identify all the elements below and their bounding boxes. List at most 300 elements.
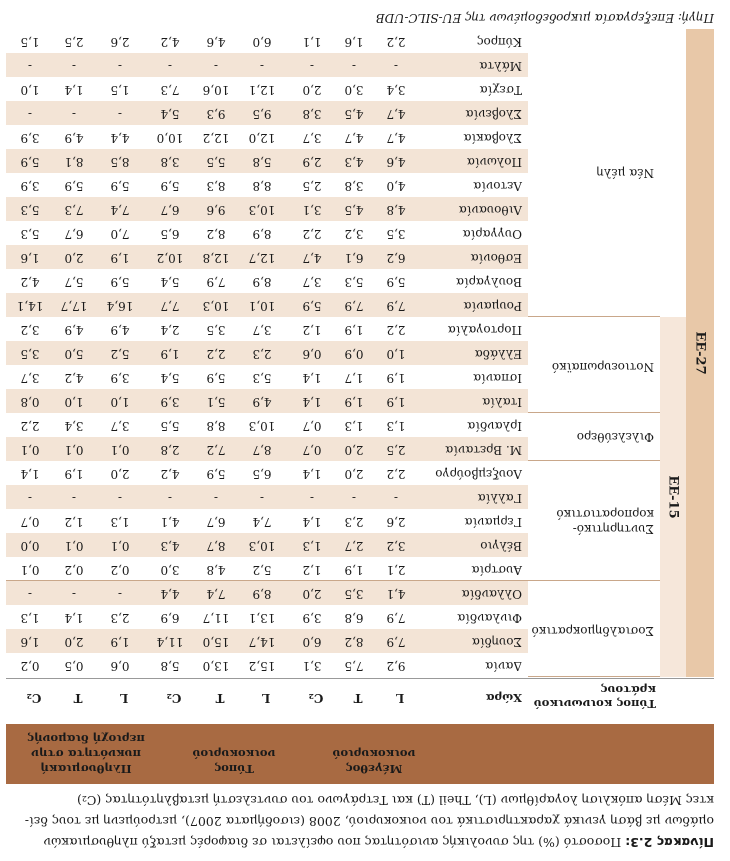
value-cell: 5,3 [20, 227, 40, 241]
value-cell: 14,7 [248, 635, 276, 649]
value-cell: 1,4 [302, 467, 322, 481]
value-cell: 1,0 [20, 83, 40, 97]
table-row [6, 605, 528, 629]
value-cell: 6,0 [302, 635, 322, 649]
country-cell: Δανία [485, 659, 522, 673]
column-header: C₂ [308, 691, 324, 705]
country-cell: Ολλανδία [461, 587, 522, 601]
value-cell: 7,3 [64, 203, 84, 217]
value-cell: 4,9 [252, 395, 272, 409]
table-row [6, 245, 528, 269]
column-header: L [119, 691, 129, 705]
value-cell: 7,9 [344, 299, 364, 313]
country-cell: Ελλάδα [474, 347, 522, 361]
value-cell: - [309, 491, 315, 505]
value-cell: 0,1 [110, 539, 130, 553]
value-cell: 10,1 [248, 299, 276, 313]
country-cell: Ιταλία [482, 395, 522, 409]
value-cell: 5,5 [206, 155, 226, 169]
value-cell: 0,7 [302, 419, 322, 433]
value-cell: 3,2 [344, 227, 364, 241]
value-cell: 17,7 [60, 299, 88, 313]
value-cell: - [213, 59, 219, 73]
value-cell: - [213, 491, 219, 505]
country-cell: Φινλανδία [457, 611, 522, 625]
value-cell: - [27, 587, 33, 601]
value-cell: 1,9 [344, 395, 364, 409]
table-row [6, 485, 528, 509]
value-cell: 1,0 [64, 395, 84, 409]
value-cell: 1,3 [302, 539, 322, 553]
value-cell: 5,3 [344, 275, 364, 289]
group-southern [528, 316, 660, 413]
value-cell: 2,0 [344, 467, 364, 481]
table-row [6, 149, 528, 173]
column-header-row [6, 678, 714, 715]
value-cell: 4,8 [386, 203, 406, 217]
value-cell: 3,0 [344, 83, 364, 97]
value-cell: 3,5 [206, 323, 226, 337]
value-cell: 15,0 [202, 635, 230, 649]
value-cell: 4,6 [386, 155, 406, 169]
household-size-heading: Μέγεθος νοικοκυριού [332, 747, 416, 776]
value-cell: 3,2 [386, 539, 406, 553]
value-cell: 10,2 [156, 251, 184, 265]
value-cell: 8,8 [252, 179, 272, 193]
value-cell: 4,8 [206, 563, 226, 577]
table-label: Πίνακας 2.3: [625, 835, 714, 850]
column-header: C₂ [166, 691, 182, 705]
value-cell: 0,5 [64, 659, 84, 673]
table-row [6, 53, 528, 77]
value-cell: 9,6 [206, 203, 226, 217]
country-cell: Βέλγιο [480, 539, 522, 553]
value-cell: 5,1 [206, 395, 226, 409]
value-cell: 5,9 [160, 179, 180, 193]
value-cell: 1,4 [302, 371, 322, 385]
value-cell: 4,4 [110, 131, 130, 145]
column-header: C₂ [26, 691, 42, 705]
value-cell: 7,0 [110, 227, 130, 241]
value-cell: 12,7 [248, 251, 276, 265]
population-density-heading: Πληθυσμιακή πυκνότητα στην περιοχή διαμονής [27, 732, 145, 776]
country-cell: Ρουμανία [463, 299, 522, 313]
header-band [6, 724, 714, 784]
value-cell: 7,3 [160, 83, 180, 97]
value-cell: 10,3 [248, 539, 276, 553]
value-cell: 2,1 [386, 563, 406, 577]
value-cell: 5,9 [110, 275, 130, 289]
value-cell: 3,4 [386, 83, 406, 97]
value-cell: 6,1 [344, 251, 364, 265]
country-cell: Εσθονία [470, 251, 522, 265]
column-header: L [395, 691, 405, 705]
value-cell: 15,2 [248, 659, 276, 673]
value-cell: 6,7 [160, 203, 180, 217]
value-cell: 2,0 [302, 83, 322, 97]
table-row [6, 509, 528, 533]
country-cell: Γερμανία [464, 515, 522, 529]
value-cell: 6,7 [206, 515, 226, 529]
value-cell: 7,9 [386, 299, 406, 313]
country-cell: Γαλλία [477, 491, 522, 505]
group-ee27 [686, 29, 714, 677]
table-row [6, 221, 528, 245]
value-cell: 8,9 [252, 275, 272, 289]
value-cell: 3,9 [160, 395, 180, 409]
group-social-democratic-label: Σοσιαλδημοκρατικό [531, 624, 654, 638]
value-cell: 2,5 [302, 179, 322, 193]
value-cell: 3,2 [20, 323, 40, 337]
country-cell: Μάλτα [479, 59, 522, 73]
value-cell: 2,2 [302, 227, 322, 241]
value-cell: 7,4 [206, 587, 226, 601]
country-cell: Λουξεμβούργο [435, 467, 522, 481]
value-cell: 12,8 [202, 251, 230, 265]
source-note: Πηγή: Επεξεργασία μικροδεδομένων της EU-SILC-UDB [375, 11, 714, 25]
value-cell: 1,0 [110, 395, 130, 409]
value-cell: 7,9 [206, 275, 226, 289]
value-cell: 2,4 [160, 323, 180, 337]
value-cell: 12,0 [248, 131, 276, 145]
value-cell: 1,9 [344, 323, 364, 337]
value-cell: 3,5 [386, 227, 406, 241]
value-cell: 1,6 [344, 35, 364, 49]
table-row [6, 365, 528, 389]
value-cell: 5,4 [160, 107, 180, 121]
value-cell: 0,7 [20, 515, 40, 529]
value-cell: 10,3 [202, 299, 230, 313]
value-cell: 0,0 [20, 539, 40, 553]
value-cell: 5,2 [252, 563, 272, 577]
caption-line-1: Πίνακας 2.3: Ποσοστό (%) της συνολικής ανισότητας που οφείλεται σε διαφορές μεταξύ πληθυσμιακών [43, 835, 714, 850]
value-cell: 1,4 [64, 611, 84, 625]
value-cell: 0,2 [64, 563, 84, 577]
value-cell: 3,0 [160, 563, 180, 577]
value-cell: 0,1 [20, 443, 40, 457]
value-cell: 2,2 [20, 419, 40, 433]
value-cell: 6,0 [252, 35, 272, 49]
value-cell: 6,2 [386, 251, 406, 265]
value-cell: 0,6 [110, 659, 130, 673]
value-cell: 3,7 [302, 131, 322, 145]
value-cell: 5,2 [110, 347, 130, 361]
table-row [6, 197, 528, 221]
column-header: T [73, 691, 83, 705]
value-cell: 5,9 [302, 299, 322, 313]
group-corporatist [528, 460, 660, 581]
value-cell: 0,2 [110, 563, 130, 577]
value-cell: 4,2 [160, 35, 180, 49]
value-cell: 3,1 [302, 659, 322, 673]
value-cell: 2,2 [206, 347, 226, 361]
value-cell: 3,7 [252, 323, 272, 337]
value-cell: 13,0 [202, 659, 230, 673]
caption-line-2: ομάδων με βάση γενικά χαρακτηριστικά του νοικοκυριού, 2008 (εισοδήματα 2007), μετρούμενη με τους δεί- [24, 814, 714, 829]
country-cell: Μ. Βρετανία [445, 443, 522, 457]
value-cell: 8,2 [206, 227, 226, 241]
value-cell: 1,9 [110, 635, 130, 649]
value-cell: 10,0 [156, 131, 184, 145]
value-cell: 4,9 [64, 323, 84, 337]
value-cell: 5,8 [252, 155, 272, 169]
value-cell: 4,3 [160, 539, 180, 553]
value-cell: 2,2 [386, 323, 406, 337]
household-type-heading: Τύπος νοικοκυριού [192, 747, 276, 776]
value-cell: 1,1 [302, 35, 322, 49]
value-cell: 1,5 [20, 35, 40, 49]
value-cell: 0,1 [64, 443, 84, 457]
value-cell: 8,7 [206, 539, 226, 553]
value-cell: 12,2 [202, 131, 230, 145]
value-cell: 3,9 [302, 611, 322, 625]
value-cell: 2,6 [386, 515, 406, 529]
value-cell: 7,2 [206, 443, 226, 457]
value-cell: 4,7 [344, 131, 364, 145]
value-cell: - [71, 491, 77, 505]
value-cell: 4,7 [386, 131, 406, 145]
value-cell: 13,1 [248, 611, 276, 625]
value-cell: - [351, 491, 357, 505]
value-cell: 4,5 [344, 203, 364, 217]
value-cell: 4,4 [160, 587, 180, 601]
value-cell: 16,4 [106, 299, 134, 313]
value-cell: - [117, 59, 123, 73]
country-cell: Πολωνία [466, 155, 522, 169]
value-cell: 8,3 [206, 179, 226, 193]
value-cell: 7,9 [386, 635, 406, 649]
value-cell: 6,8 [344, 611, 364, 625]
value-cell: - [167, 59, 173, 73]
value-cell: 0,7 [302, 443, 322, 457]
table-row [6, 317, 528, 341]
value-cell: 11,7 [202, 611, 230, 625]
value-cell: - [27, 59, 33, 73]
value-cell: 2,0 [110, 467, 130, 481]
value-cell: 9,3 [206, 107, 226, 121]
value-cell: 1,5 [110, 83, 130, 97]
value-cell: 4,7 [386, 107, 406, 121]
value-cell: 6,7 [64, 227, 84, 241]
column-header: T [353, 691, 363, 705]
value-cell: - [117, 107, 123, 121]
value-cell: 2,2 [386, 467, 406, 481]
value-cell: 10,6 [202, 83, 230, 97]
table-row [6, 629, 528, 653]
value-cell: 3,5 [344, 587, 364, 601]
value-cell: 5,9 [386, 275, 406, 289]
value-cell: 5,9 [110, 179, 130, 193]
value-cell: 2,3 [252, 347, 272, 361]
table-row [6, 77, 528, 101]
value-cell: 8,1 [64, 155, 84, 169]
value-cell: 8,8 [206, 419, 226, 433]
value-cell: - [393, 59, 399, 73]
group-new-members [528, 28, 660, 317]
value-cell: 12,1 [248, 83, 276, 97]
value-cell: 3,9 [20, 131, 40, 145]
value-cell: 6,9 [160, 611, 180, 625]
value-cell: 2,0 [64, 251, 84, 265]
value-cell: 0,8 [20, 395, 40, 409]
table-row [6, 413, 528, 437]
table-row [6, 341, 528, 365]
country-cell: Λιθουανία [458, 203, 522, 217]
value-cell: 2,5 [64, 35, 84, 49]
country-cell: Ιρλανδία [467, 419, 522, 433]
value-cell: 1,9 [64, 467, 84, 481]
value-cell: 0,9 [344, 347, 364, 361]
value-cell: - [309, 59, 315, 73]
group-social-democratic [528, 580, 660, 677]
value-cell: 7,7 [160, 299, 180, 313]
value-cell: 6,5 [160, 227, 180, 241]
value-cell: 2,7 [344, 539, 364, 553]
value-cell: 9,2 [386, 659, 406, 673]
value-cell: - [71, 59, 77, 73]
country-cell: Λετονία [473, 179, 522, 193]
value-cell: - [259, 59, 265, 73]
value-cell: - [351, 59, 357, 73]
table-row [6, 173, 528, 197]
group-ee15-label: ΕΕ-15 [665, 475, 681, 519]
table-row [6, 293, 528, 317]
value-cell: 5,8 [160, 659, 180, 673]
value-cell: 2,0 [344, 443, 364, 457]
value-cell: 4,6 [206, 35, 226, 49]
country-cell: Αυστρία [471, 563, 522, 577]
value-cell: 3,7 [110, 419, 130, 433]
value-cell: 7,4 [252, 515, 272, 529]
value-cell: - [393, 491, 399, 505]
value-cell: 6,5 [252, 467, 272, 481]
table-row [6, 653, 528, 677]
table-row [6, 125, 528, 149]
table-row [6, 389, 528, 413]
value-cell: 5,4 [160, 275, 180, 289]
value-cell: 1,3 [344, 419, 364, 433]
value-cell: 1,2 [302, 563, 322, 577]
country-header: Χώρα [485, 691, 522, 705]
country-cell: Σλοβενία [465, 107, 522, 121]
data-rows [6, 29, 528, 677]
group-corporatist-label: Συντηρητικό-κορπορατιστικό [556, 507, 654, 536]
value-cell: 14,1 [16, 299, 44, 313]
value-cell: 3,9 [20, 179, 40, 193]
value-cell: 3,4 [64, 419, 84, 433]
value-cell: 2,2 [386, 35, 406, 49]
value-cell: 1,4 [20, 467, 40, 481]
value-cell: 4,2 [20, 275, 40, 289]
value-cell: 1,9 [160, 347, 180, 361]
value-cell: 7,5 [344, 659, 364, 673]
group-new-members-label: Νέα μέλη [596, 166, 654, 180]
value-cell: 1,9 [386, 371, 406, 385]
value-cell: 3,7 [20, 371, 40, 385]
value-cell: - [167, 491, 173, 505]
value-cell: 8,5 [110, 155, 130, 169]
value-cell: 2,0 [64, 635, 84, 649]
value-cell: 5,5 [160, 419, 180, 433]
value-cell: 4,7 [302, 251, 322, 265]
value-cell: 3,8 [160, 155, 180, 169]
value-cell: 2,5 [386, 443, 406, 457]
value-cell: 7,9 [386, 611, 406, 625]
value-cell: - [117, 491, 123, 505]
value-cell: 5,7 [64, 275, 84, 289]
value-cell: 8,7 [252, 443, 272, 457]
value-cell: - [27, 107, 33, 121]
value-cell: 2,6 [110, 35, 130, 49]
value-cell: 4,2 [64, 371, 84, 385]
value-cell: 4,0 [386, 179, 406, 193]
value-cell: 5,9 [206, 467, 226, 481]
value-cell: 2,9 [302, 155, 322, 169]
value-cell: 4,1 [386, 587, 406, 601]
value-cell: 1,7 [344, 371, 364, 385]
table-row [6, 581, 528, 605]
value-cell: 3,1 [302, 203, 322, 217]
value-cell: 1,6 [20, 635, 40, 649]
country-cell: Πορτογαλία [447, 323, 522, 337]
value-cell: 1,6 [20, 251, 40, 265]
value-cell: 8,2 [344, 635, 364, 649]
caption-line-3: κτες Μέση απόκλιση λογαρίθμων (L), Theil (T) και Τετράγωνο του συντελεστή μεταβλητότητας (C₂) [76, 793, 714, 808]
table-row [6, 101, 528, 125]
value-cell: 1,3 [20, 611, 40, 625]
value-cell: 0,1 [110, 443, 130, 457]
value-cell: 0,2 [20, 659, 40, 673]
value-cell: 1,4 [64, 83, 84, 97]
value-cell: 3,5 [20, 347, 40, 361]
value-cell: - [259, 491, 265, 505]
table-row [6, 269, 528, 293]
country-cell: Ισπανία [472, 371, 522, 385]
country-cell: Σλοβακία [463, 131, 522, 145]
value-cell: 5,4 [160, 371, 180, 385]
value-cell: 5,3 [252, 371, 272, 385]
value-cell: - [71, 587, 77, 601]
value-cell: 2,8 [160, 443, 180, 457]
value-cell: 1,9 [344, 563, 364, 577]
table-row [6, 437, 528, 461]
value-cell: 4,9 [110, 323, 130, 337]
column-header: T [215, 691, 225, 705]
value-cell: 10,3 [248, 419, 276, 433]
value-cell: 4,9 [64, 131, 84, 145]
value-cell: 5,3 [20, 203, 40, 217]
value-cell: 1,2 [64, 515, 84, 529]
table-caption [14, 790, 714, 853]
value-cell: 8,9 [252, 227, 272, 241]
value-cell: 2,0 [302, 587, 322, 601]
group-ee15 [660, 317, 686, 677]
group-southern-label: Νοτιοευρωπαϊκό [551, 360, 654, 374]
table-row [6, 461, 528, 485]
value-cell: 3,8 [344, 179, 364, 193]
value-cell: 4,3 [344, 155, 364, 169]
value-cell: 5,9 [206, 371, 226, 385]
value-cell: 1,2 [302, 323, 322, 337]
value-cell: 11,4 [156, 635, 184, 649]
value-cell: - [71, 107, 77, 121]
value-cell: 1,0 [386, 347, 406, 361]
value-cell: 4,1 [160, 515, 180, 529]
value-cell: 2,3 [344, 515, 364, 529]
value-cell: 3,9 [110, 371, 130, 385]
country-cell: Ουγγαρία [462, 227, 522, 241]
country-cell: Κύπρος [476, 35, 522, 49]
